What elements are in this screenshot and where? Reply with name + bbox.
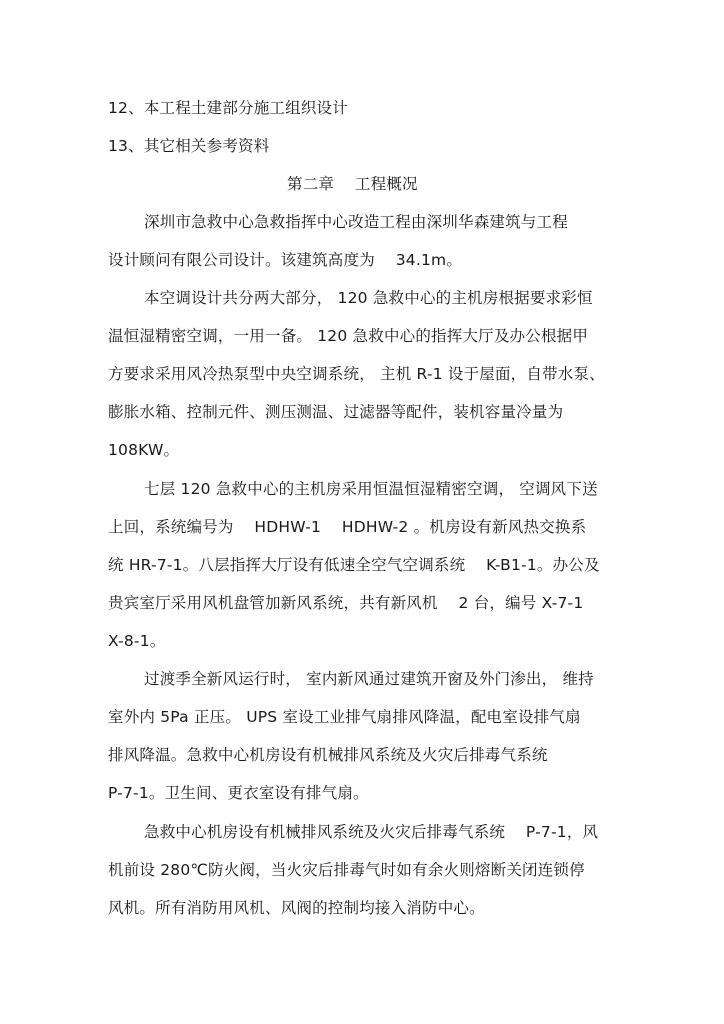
paragraph-1-line-2: 设计顾问有限公司设计。该建筑高度为 34.1m。	[108, 251, 463, 269]
paragraph-3-line-1: 七层 120 急救中心的主机房采用恒温恒湿精密空调， 空调风下送	[144, 480, 598, 498]
chapter-title: 第二章 工程概况	[287, 175, 418, 193]
paragraph-4-line-3: 排风降温。急救中心机房设有机械排风系统及火灾后排毒气系统	[108, 746, 548, 764]
paragraph-3-line-4: 贵宾室厅采用风机盘管加新风系统，共有新风机 2 台，编号 X-7-1	[108, 594, 584, 612]
paragraph-2-line-1: 本空调设计共分两大部分， 120 急救中心的主机房根据要求彩恒	[144, 289, 593, 307]
paragraph-1-line-1: 深圳市急救中心急救指挥中心改造工程由深圳华森建筑与工程	[144, 213, 568, 231]
paragraph-2-line-5: 108KW。	[108, 441, 180, 459]
list-item-12: 12、本工程土建部分施工组织设计	[108, 99, 348, 117]
paragraph-3-line-3: 统 HR-7-1。八层指挥大厅设有低速全空气空调系统 K-B1-1。办公及	[108, 556, 600, 574]
paragraph-4-line-2: 室外内 5Pa 正压。 UPS 室设工业排气扇排风降温，配电室设排气扇	[108, 708, 581, 726]
paragraph-5-line-2: 机前设 280℃防火阀，当火灾后排毒气时如有余火则熔断关闭连锁停	[108, 861, 585, 879]
paragraph-3-line-5: X-8-1。	[108, 632, 166, 650]
paragraph-2-line-4: 膨胀水箱、控制元件、测压测温、过滤器等配件，装机容量冷量为	[108, 403, 564, 421]
list-item-13: 13、其它相关参考资料	[108, 137, 270, 155]
paragraph-5-line-1: 急救中心机房设有机械排风系统及火灾后排毒气系统 P-7-1，风	[144, 823, 599, 841]
paragraph-5-line-3: 风机。所有消防用风机、风阀的控制均接入消防中心。	[108, 899, 485, 917]
paragraph-4-line-4: P-7-1。卫生间、更衣室设有排气扇。	[108, 784, 369, 802]
paragraph-3-line-2: 上回，系统编号为 HDHW-1 HDHW-2 。机房设有新风热交换系	[108, 518, 587, 536]
paragraph-2-line-3: 方要求采用风冷热泵型中央空调系统， 主机 R-1 设于屋面，自带水泵、	[108, 365, 605, 383]
paragraph-4-line-1: 过渡季全新风运行时， 室内新风通过建筑开窗及外门渗出， 维持	[144, 670, 594, 688]
paragraph-2-line-2: 温恒湿精密空调，一用一备。 120 急救中心的指挥大厅及办公根据甲	[108, 327, 589, 345]
